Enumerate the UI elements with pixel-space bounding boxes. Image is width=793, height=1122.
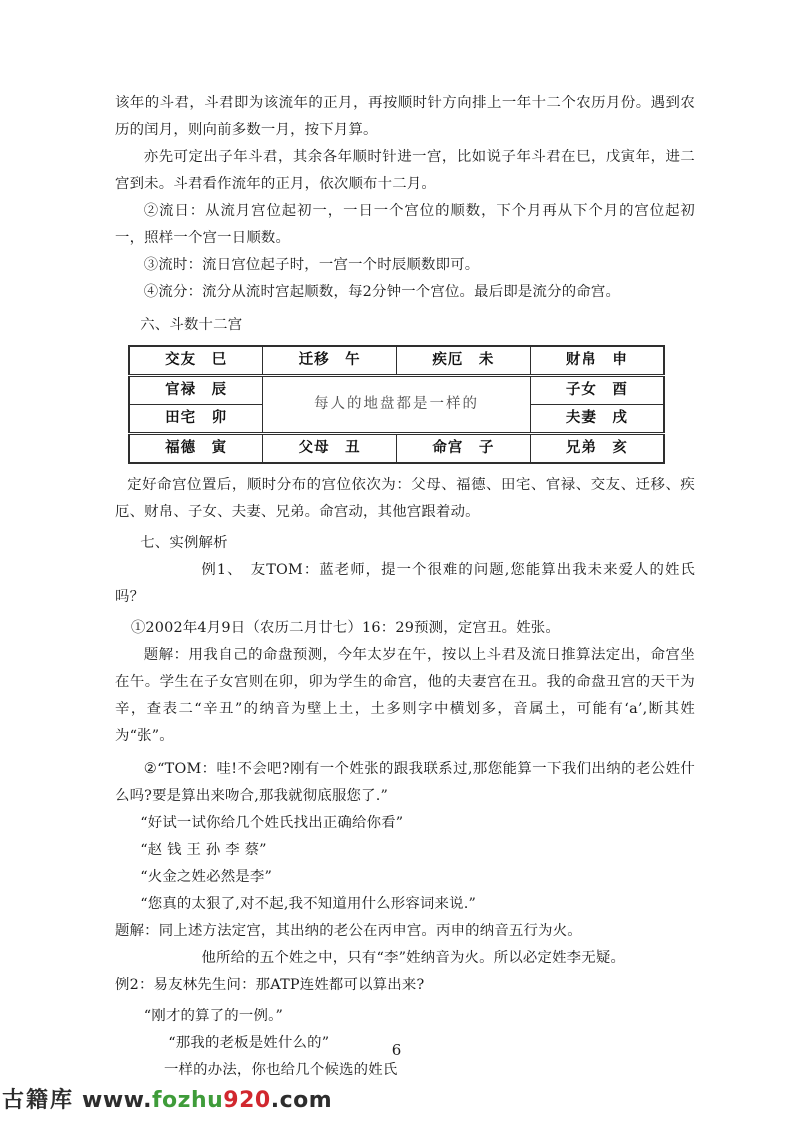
palace-table-row	[129, 376, 664, 405]
palace-cell-fuqi: 夫妻 戌	[530, 405, 664, 434]
paragraph-quote-try: “好试一试你给几个姓氏找出正确给你看”	[140, 815, 404, 831]
watermark-site-name: 古籍库	[2, 1088, 75, 1113]
paragraph-zinian-doujun: 亦先可定出子年斗君，其余各年顺时针进一宫，比如说子年斗君在巳，戊寅年，进二宫到未。斗君看作流年的正月，依次顺布十二月。	[115, 149, 695, 192]
palace-table	[128, 345, 665, 464]
palace-table-row	[129, 346, 664, 376]
paragraph-quote-li: “火金之姓必然是李”	[140, 869, 273, 885]
paragraph-tijie-1: 题解：用我自己的命盘预测，今年太岁在午，按以上斗君及流日推算法定出，命宫坐在午。学生在子女宫则在卯，卯为学生的命宫，他的夫妻宫在丑。我的命盘丑宫的天干为辛，查表二“辛丑”的纳音为壁上土，土多则字中横划多，音属土，可能有‘a’,断其姓为“张”。	[115, 647, 695, 744]
watermark-url-fozhu: fozhu	[151, 1088, 224, 1113]
paragraph-same-method: 一样的办法，你也给几个候选的姓氏	[163, 1062, 398, 1078]
page-content	[115, 90, 695, 1084]
palace-cell-qianyi: 迁移 午	[263, 346, 397, 376]
palace-cell-jie: 疾厄 未	[397, 346, 531, 376]
palace-cell-jiaoyou: 交友 巳	[129, 346, 263, 376]
paragraph-palace-order: 定好命宫位置后，顺时分布的宫位依次为：父母、福德、田宅、官禄、交友、迁移、疾厄、财帛、子女、夫妻、兄弟。命宫动，其他宫跟着动。	[115, 477, 695, 520]
watermark-url-920: 920	[223, 1088, 271, 1113]
paragraph-doujun-continuation: 该年的斗君，斗君即为该流年的正月，再按顺时针方向排上一年十二个农历月份。遇到农历的闰月，则向前多数一月，按下月算。	[115, 95, 695, 138]
palace-cell-guanlu: 官禄 辰	[129, 376, 263, 405]
palace-cell-zinv: 子女 酉	[530, 376, 664, 405]
palace-table-row	[129, 434, 664, 464]
palace-cell-fumu: 父母 丑	[263, 434, 397, 464]
palace-cell-caibo: 财帛 申	[530, 346, 664, 376]
section-heading-six: 六、斗数十二宫	[140, 317, 243, 333]
paragraph-quote-amazed: “您真的太狠了,对不起,我不知道用什么形容词来说.”	[140, 896, 477, 912]
paragraph-prediction-date: ①2002年4月9日（农历二月廿七）16：29预测，定宫丑。姓张。	[130, 620, 560, 636]
palace-cell-fude: 福德 寅	[129, 434, 263, 464]
page-number: 6	[391, 1041, 402, 1059]
watermark-url-www: www.	[82, 1088, 152, 1113]
watermark	[2, 1083, 332, 1114]
paragraph-quote-boss: “那我的老板是姓什么的”	[168, 1035, 330, 1051]
paragraph-quote-justnow: “刚才的算了的一例。”	[143, 1008, 284, 1024]
paragraph-liushi: ③流时：流日宫位起子时，一宫一个时辰顺数即可。	[143, 257, 480, 273]
palace-table-center-note: 每人的地盘都是一样的	[263, 376, 531, 434]
section-heading-seven: 七、实例解析	[140, 535, 228, 551]
palace-cell-minggong: 命宫 子	[397, 434, 531, 464]
paragraph-liufen: ④流分：流分从流时宫起顺数，每2分钟一个宫位。最后即是流分的命宫。	[143, 284, 621, 300]
watermark-url-com: .com	[270, 1088, 333, 1113]
paragraph-tom-reply: ②“TOM：哇!不会吧?刚有一个姓张的跟我联系过,那您能算一下我们出纳的老公姓什么吗?要是算出来吻合,那我就彻底服您了.”	[115, 761, 695, 804]
paragraph-example1: 例1、 友TOM：蓝老师，提一个很难的问题,您能算出我未来爱人的姓氏吗？	[115, 562, 695, 605]
paragraph-quote-surnames: “赵 钱 王 孙 李 蔡”	[140, 842, 267, 858]
paragraph-conclusion-li: 他所给的五个姓之中，只有“李”姓纳音为火。所以必定姓李无疑。	[201, 950, 626, 966]
paragraph-liuri: ②流日：从流月宫位起初一，一日一个宫位的顺数，下个月再从下个月的宫位起初一，照样一个宫一日顺数。	[115, 203, 695, 246]
paragraph-example2: 例2：易友林先生问：那ATP连姓都可以算出来?	[115, 977, 425, 993]
paragraph-tijie-2: 题解：同上述方法定宫，其出纳的老公在丙申宫。丙申的纳音五行为火。	[115, 923, 582, 939]
palace-cell-xiongdi: 兄弟 亥	[530, 434, 664, 464]
palace-cell-tianzhai: 田宅 卯	[129, 405, 263, 434]
